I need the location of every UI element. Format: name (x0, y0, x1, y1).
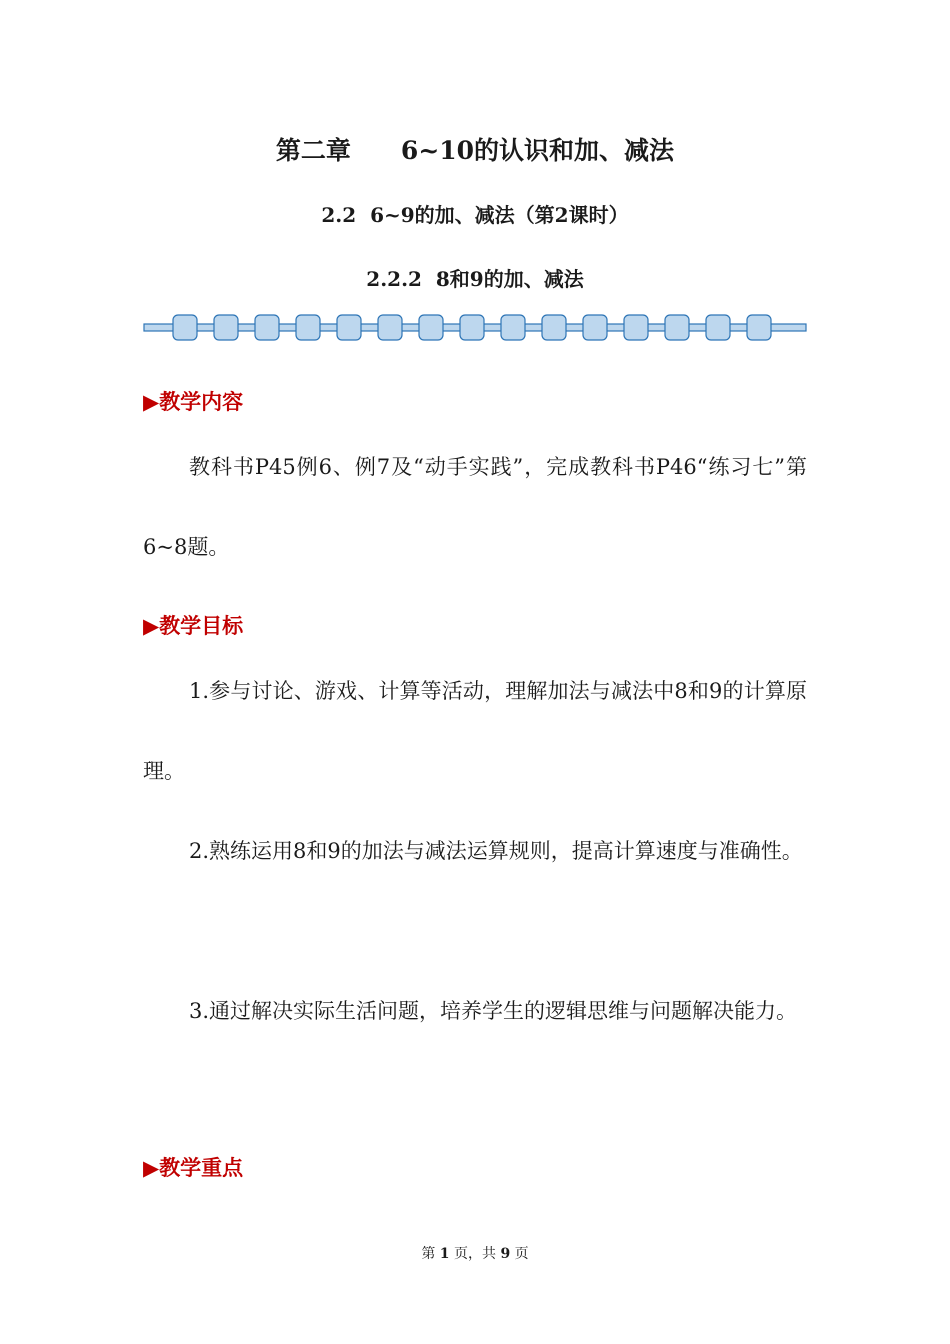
divider-bead (583, 315, 607, 340)
footer-suffix: 页 (514, 1246, 529, 1262)
section-heading-objectives: ▶教学目标 (143, 613, 244, 638)
divider-bead (214, 315, 238, 340)
footer-current-page: 1 (439, 1246, 450, 1262)
divider-bead (378, 315, 402, 340)
chapter-title: 第二章 6~10的认识和加、减法 (275, 136, 675, 165)
page-footer (0, 1244, 950, 1264)
divider-beads (173, 315, 771, 340)
divider-bead (296, 315, 320, 340)
divider-bead (173, 315, 197, 340)
subsection-title: 2.2.2 8和9的加、减法 (366, 267, 584, 291)
divider-bead (665, 315, 689, 340)
objective-2: 2.熟练运用8和9的加法与减法运算规则，提高计算速度与准确性。 (189, 839, 803, 863)
content-paragraph: 教科书P45例6、例7及“动手实践”，完成教科书P46“练习七”第6~8题。 (143, 455, 807, 559)
footer-prefix: 第 (421, 1246, 436, 1262)
footer-total-pages: 9 (500, 1246, 511, 1262)
divider-bead (337, 315, 361, 340)
section-title: 2.2 6~9的加、减法（第2课时） (321, 203, 629, 227)
footer-middle: 页，共 (454, 1246, 496, 1262)
divider-bead (542, 315, 566, 340)
objective-1: 1.参与讨论、游戏、计算等活动，理解加法与减法中8和9的计算原理。 (143, 679, 807, 783)
divider-bead (419, 315, 443, 340)
divider-bead (706, 315, 730, 340)
section-heading-key-points: ▶教学重点 (143, 1155, 244, 1180)
divider-bead (501, 315, 525, 340)
divider-bead (255, 315, 279, 340)
section-heading-content: ▶教学内容 (143, 389, 244, 414)
divider-bead (624, 315, 648, 340)
objective-3: 3.通过解决实际生活问题，培养学生的逻辑思维与问题解决能力。 (189, 999, 798, 1023)
divider-bead (747, 315, 771, 340)
divider-bead (460, 315, 484, 340)
bead-divider (143, 312, 807, 344)
